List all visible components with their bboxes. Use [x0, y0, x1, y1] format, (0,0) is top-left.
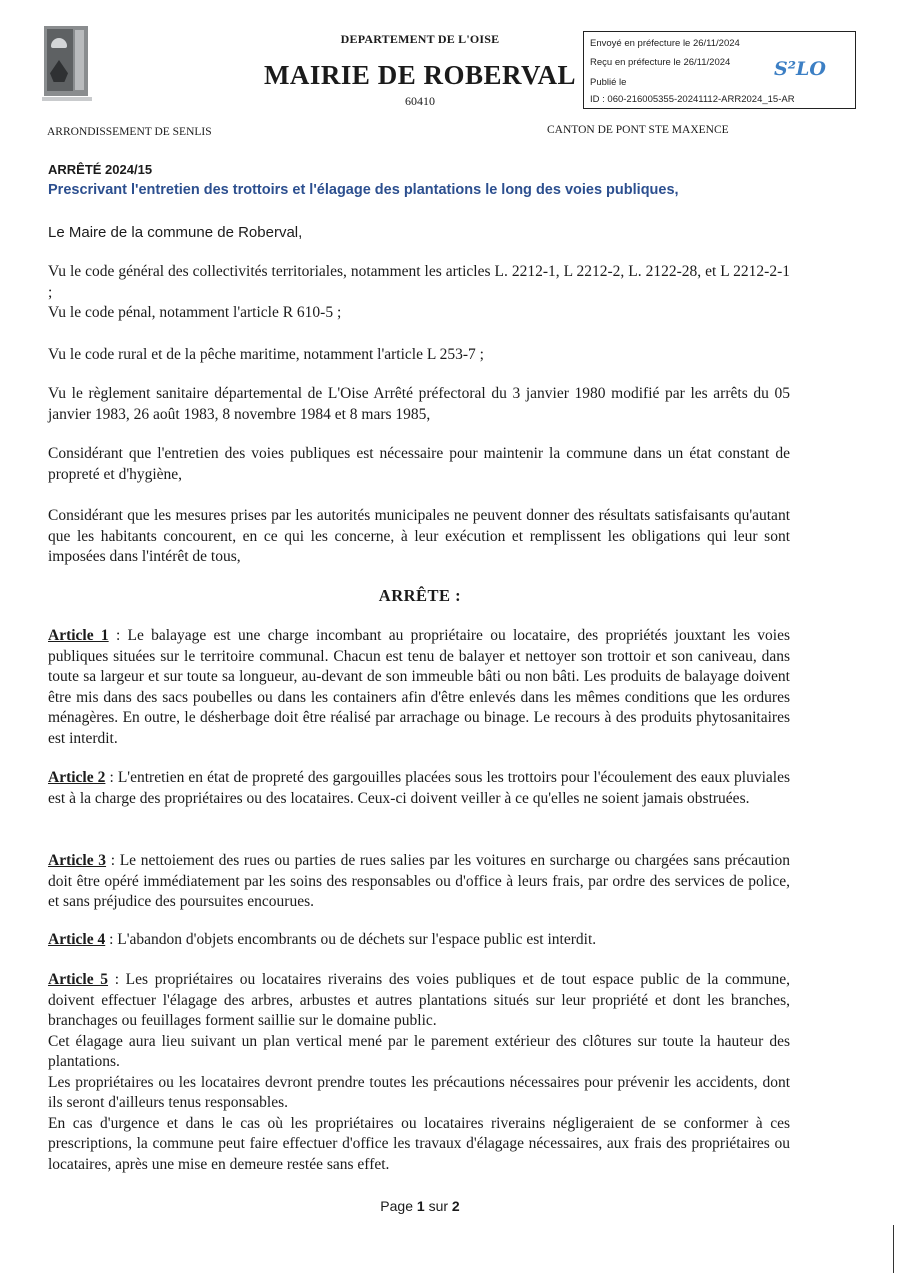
article-text: : Les propriétaires ou locataires riverains des voies publiques et de tout espace public de la commune, doivent effectuer l'élagage des arbres, arbustes et autres plantations situés sur leur propriété et dont les branches, branchages ou feuillages forment saillie sur le domaine public. — [48, 971, 790, 1029]
stamp-sent: Envoyé en préfecture le 26/11/2024 — [590, 38, 740, 49]
page-number: 1 — [416, 1198, 425, 1214]
vu-line: Vu le code général des collectivités territoriales, notamment les articles L. 2212-1, L 2212-2, L. 2122-28, et L 2212-2-1 ; — [48, 263, 790, 301]
article-5 — [48, 970, 790, 1175]
considerant-line: Considérant que les mesures prises par les autorités municipales ne peuvent donner des résultats satisfaisants qu'autant que les habitants concourent, en ce qui les concerne, à leur exécution et remplissent les obligations qui leur sont imposées dans l'intérêt de tous, — [48, 507, 790, 565]
article-text: : Le nettoiement des rues ou parties de rues salies par les voitures en surcharge ou chargées sans précaution doit être opéré immédiatement par les soins des responsables ou d'office à leurs frais, par ordre des services de police, et sans préjudice des poursuites encourues. — [48, 852, 791, 910]
article-label: Article 5 — [48, 971, 109, 988]
article-label: Article 2 — [48, 769, 106, 786]
arrete-subtitle: Prescrivant l'entretien des trottoirs et l'élagage des plantations le long des voies publiques, — [48, 182, 679, 198]
article-2 — [48, 768, 790, 809]
article-4 — [48, 930, 790, 951]
vu-line: Vu le règlement sanitaire départemental de L'Oise Arrêté préfectoral du 3 janvier 1980 modifié par les arrêts du 05 janvier 1983, 26 août 1983, 8 novembre 1984 et 8 mars 1985, — [48, 385, 790, 423]
logo-caption — [42, 97, 92, 101]
article-1 — [48, 626, 790, 749]
arrete-number: ARRÊTÉ 2024/15 — [48, 162, 153, 177]
article-label: Article 1 — [48, 627, 109, 644]
article-label: Article 4 — [48, 931, 106, 948]
stamp-id: ID : 060-216005355-20241112-ARR2024_15-AR — [590, 94, 795, 105]
mairie-title: MAIRIE DE ROBERVAL — [263, 60, 577, 90]
arrondissement-label: ARRONDISSEMENT DE SENLIS — [47, 126, 212, 138]
article-text: : L'entretien en état de propreté des gargouilles placées sous les trottoirs pour l'écoulement des eaux pluviales est à la charge des propriétaires ou des locataires. Ceux-ci doivent veiller à ce qu'elles ne soient jamais obstruées. — [48, 769, 790, 807]
stamp-received: Reçu en préfecture le 26/11/2024 — [590, 57, 731, 68]
article-text: : Le balayage est une charge incombant au propriétaire ou locataire, des propriétés jouxtant les voies publiques situées sur le territoire communal. Chacun est tenu de balayer et nettoyer son trottoir et son caniveau, dans toute sa largeur et sur toute sa longueur, au-devant de son immeuble bâti ou non bâti. Les produits de balayage doivent être mis dans des sacs poubelles ou dans les containers afin d'être enlevés dans les mêmes conditions que les ordures ménagères. En outre, le désherbage doit être réalisé par arrachage ou binage. Le recours à des produits phytosanitaires est interdit. — [48, 627, 791, 747]
scan-edge-divider — [893, 1225, 894, 1273]
article-label: Article 3 — [48, 852, 107, 869]
page-footer — [360, 1198, 480, 1214]
considerant-line: Considérant que l'entretien des voies publiques est nécessaire pour maintenir la commune dans un état constant de propreté et d'hygiène, — [48, 445, 790, 483]
page-total: 2 — [451, 1198, 460, 1214]
prefecture-stamp — [583, 31, 856, 109]
page-word: Page — [380, 1198, 413, 1214]
vu-line: Vu le code rural et de la pêche maritime, notamment l'article L 253-7 ; — [48, 346, 484, 363]
department-label: DEPARTEMENT DE L'OISE — [340, 32, 500, 46]
arrete-heading: ARRÊTE : — [378, 586, 462, 605]
stamp-signature: S²LO — [774, 58, 826, 80]
canton-label: CANTON DE PONT STE MAXENCE — [547, 124, 729, 136]
sur-word: sur — [428, 1198, 449, 1214]
article-5-paragraph: Cet élagage aura lieu suivant un plan vertical mené par le parement extérieur des clôtures sur toute la hauteur des plantations. — [48, 1032, 790, 1070]
article-5-paragraph: Les propriétaires ou les locataires devront prendre toutes les précautions nécessaires pour prévenir les accidents, dont ils seront d'ailleurs tenus responsables. — [48, 1073, 790, 1111]
stamp-published: Publié le — [590, 77, 627, 88]
maire-line: Le Maire de la commune de Roberval, — [48, 224, 303, 241]
article-3 — [48, 851, 790, 913]
vu-line: Vu le code pénal, notamment l'article R 610-5 ; — [48, 304, 342, 321]
roberval-coat-of-arms-icon — [44, 26, 88, 96]
article-text: : L'abandon d'objets encombrants ou de déchets sur l'espace public est interdit. — [105, 931, 597, 948]
article-5-paragraph: En cas d'urgence et dans le cas où les propriétaires ou locataires riverains négligeraient de se conformer à ces prescriptions, la commune peut faire effectuer d'office les travaux d'élagage nécessaires, aux frais des propriétaires ou locataires, après une mise en demeure restée sans effet. — [48, 1114, 790, 1173]
postal-code: 60410 — [405, 94, 435, 108]
vu-block-1 — [48, 262, 790, 324]
